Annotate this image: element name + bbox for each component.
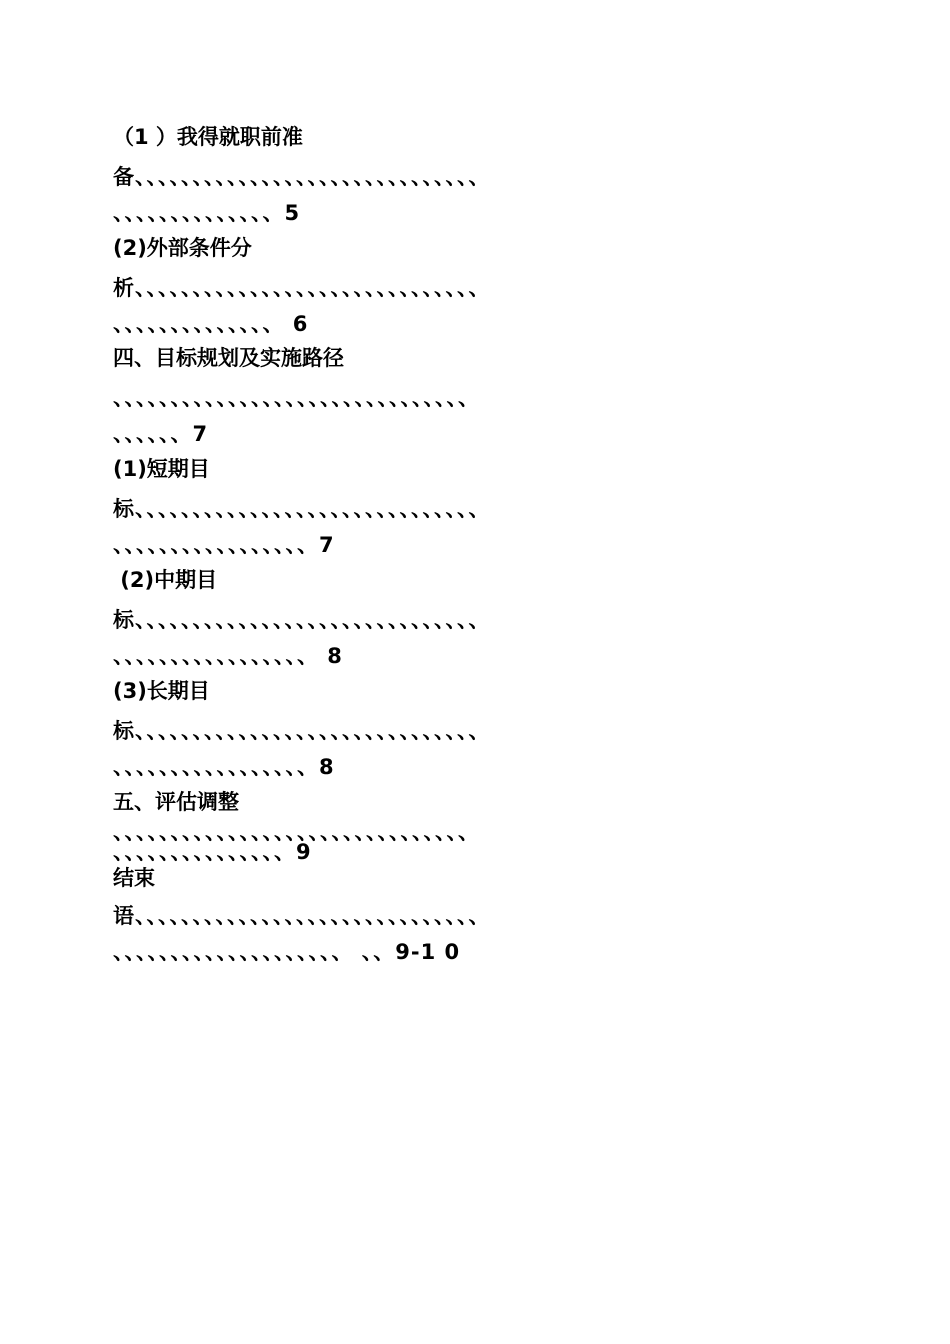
- toc-entry-leader: 、、、、、、、、、、、、、、、、、、、、、、、、、、、、、、、: [113, 386, 480, 410]
- toc-entry-leader: 备、、、、、、、、、、、、、、、、、、、、、、、、、、、、、、: [113, 165, 491, 189]
- toc-entry-leader: 语、、、、、、、、、、、、、、、、、、、、、、、、、、、、、、: [113, 904, 491, 928]
- toc-entry-page: 、、、、、、、、、、、、、、、、、、、、 、、9-1 0: [113, 940, 461, 964]
- toc-entry-page: 、、、、、、、、、、、、、、、、、 8: [113, 644, 343, 668]
- toc-entry-title: 五、评估调整: [113, 790, 239, 814]
- toc-entry-leader: 标、、、、、、、、、、、、、、、、、、、、、、、、、、、、、、: [113, 608, 491, 632]
- toc-entry-page: 、、、、、、、、、、、、、、、、、8: [113, 755, 335, 779]
- toc-entry-page: 、、、、、、、、、、、、、、 6: [113, 312, 309, 336]
- toc-entry-title: (2)中期目: [113, 568, 218, 592]
- toc-entry-title: (3)长期目: [113, 679, 210, 703]
- toc-entry-title: (1)短期目: [113, 457, 210, 481]
- toc-entry-page: 、、、、、、7: [113, 422, 209, 446]
- toc-entry-leader: 、、、、、、、、、、、、、、、、、、、、、、、、、、、、、、、: [113, 820, 480, 844]
- toc-entry-title: （1 ）我得就职前准: [113, 125, 303, 149]
- toc-entry-page: 、、、、、、、、、、、、、、、9: [113, 840, 312, 864]
- toc-entry-title: 结束: [113, 866, 155, 890]
- toc-entry-leader: 标、、、、、、、、、、、、、、、、、、、、、、、、、、、、、、: [113, 497, 491, 521]
- toc-entry-title: 四、目标规划及实施路径: [113, 346, 344, 370]
- toc-entry-page: 、、、、、、、、、、、、、、、、、7: [113, 533, 335, 557]
- toc-entry-leader: 析、、、、、、、、、、、、、、、、、、、、、、、、、、、、、、: [113, 276, 491, 300]
- toc-entry-page: 、、、、、、、、、、、、、、5: [113, 201, 301, 225]
- toc-entry-title: (2)外部条件分: [113, 236, 252, 260]
- toc-entry-leader: 标、、、、、、、、、、、、、、、、、、、、、、、、、、、、、、: [113, 719, 491, 743]
